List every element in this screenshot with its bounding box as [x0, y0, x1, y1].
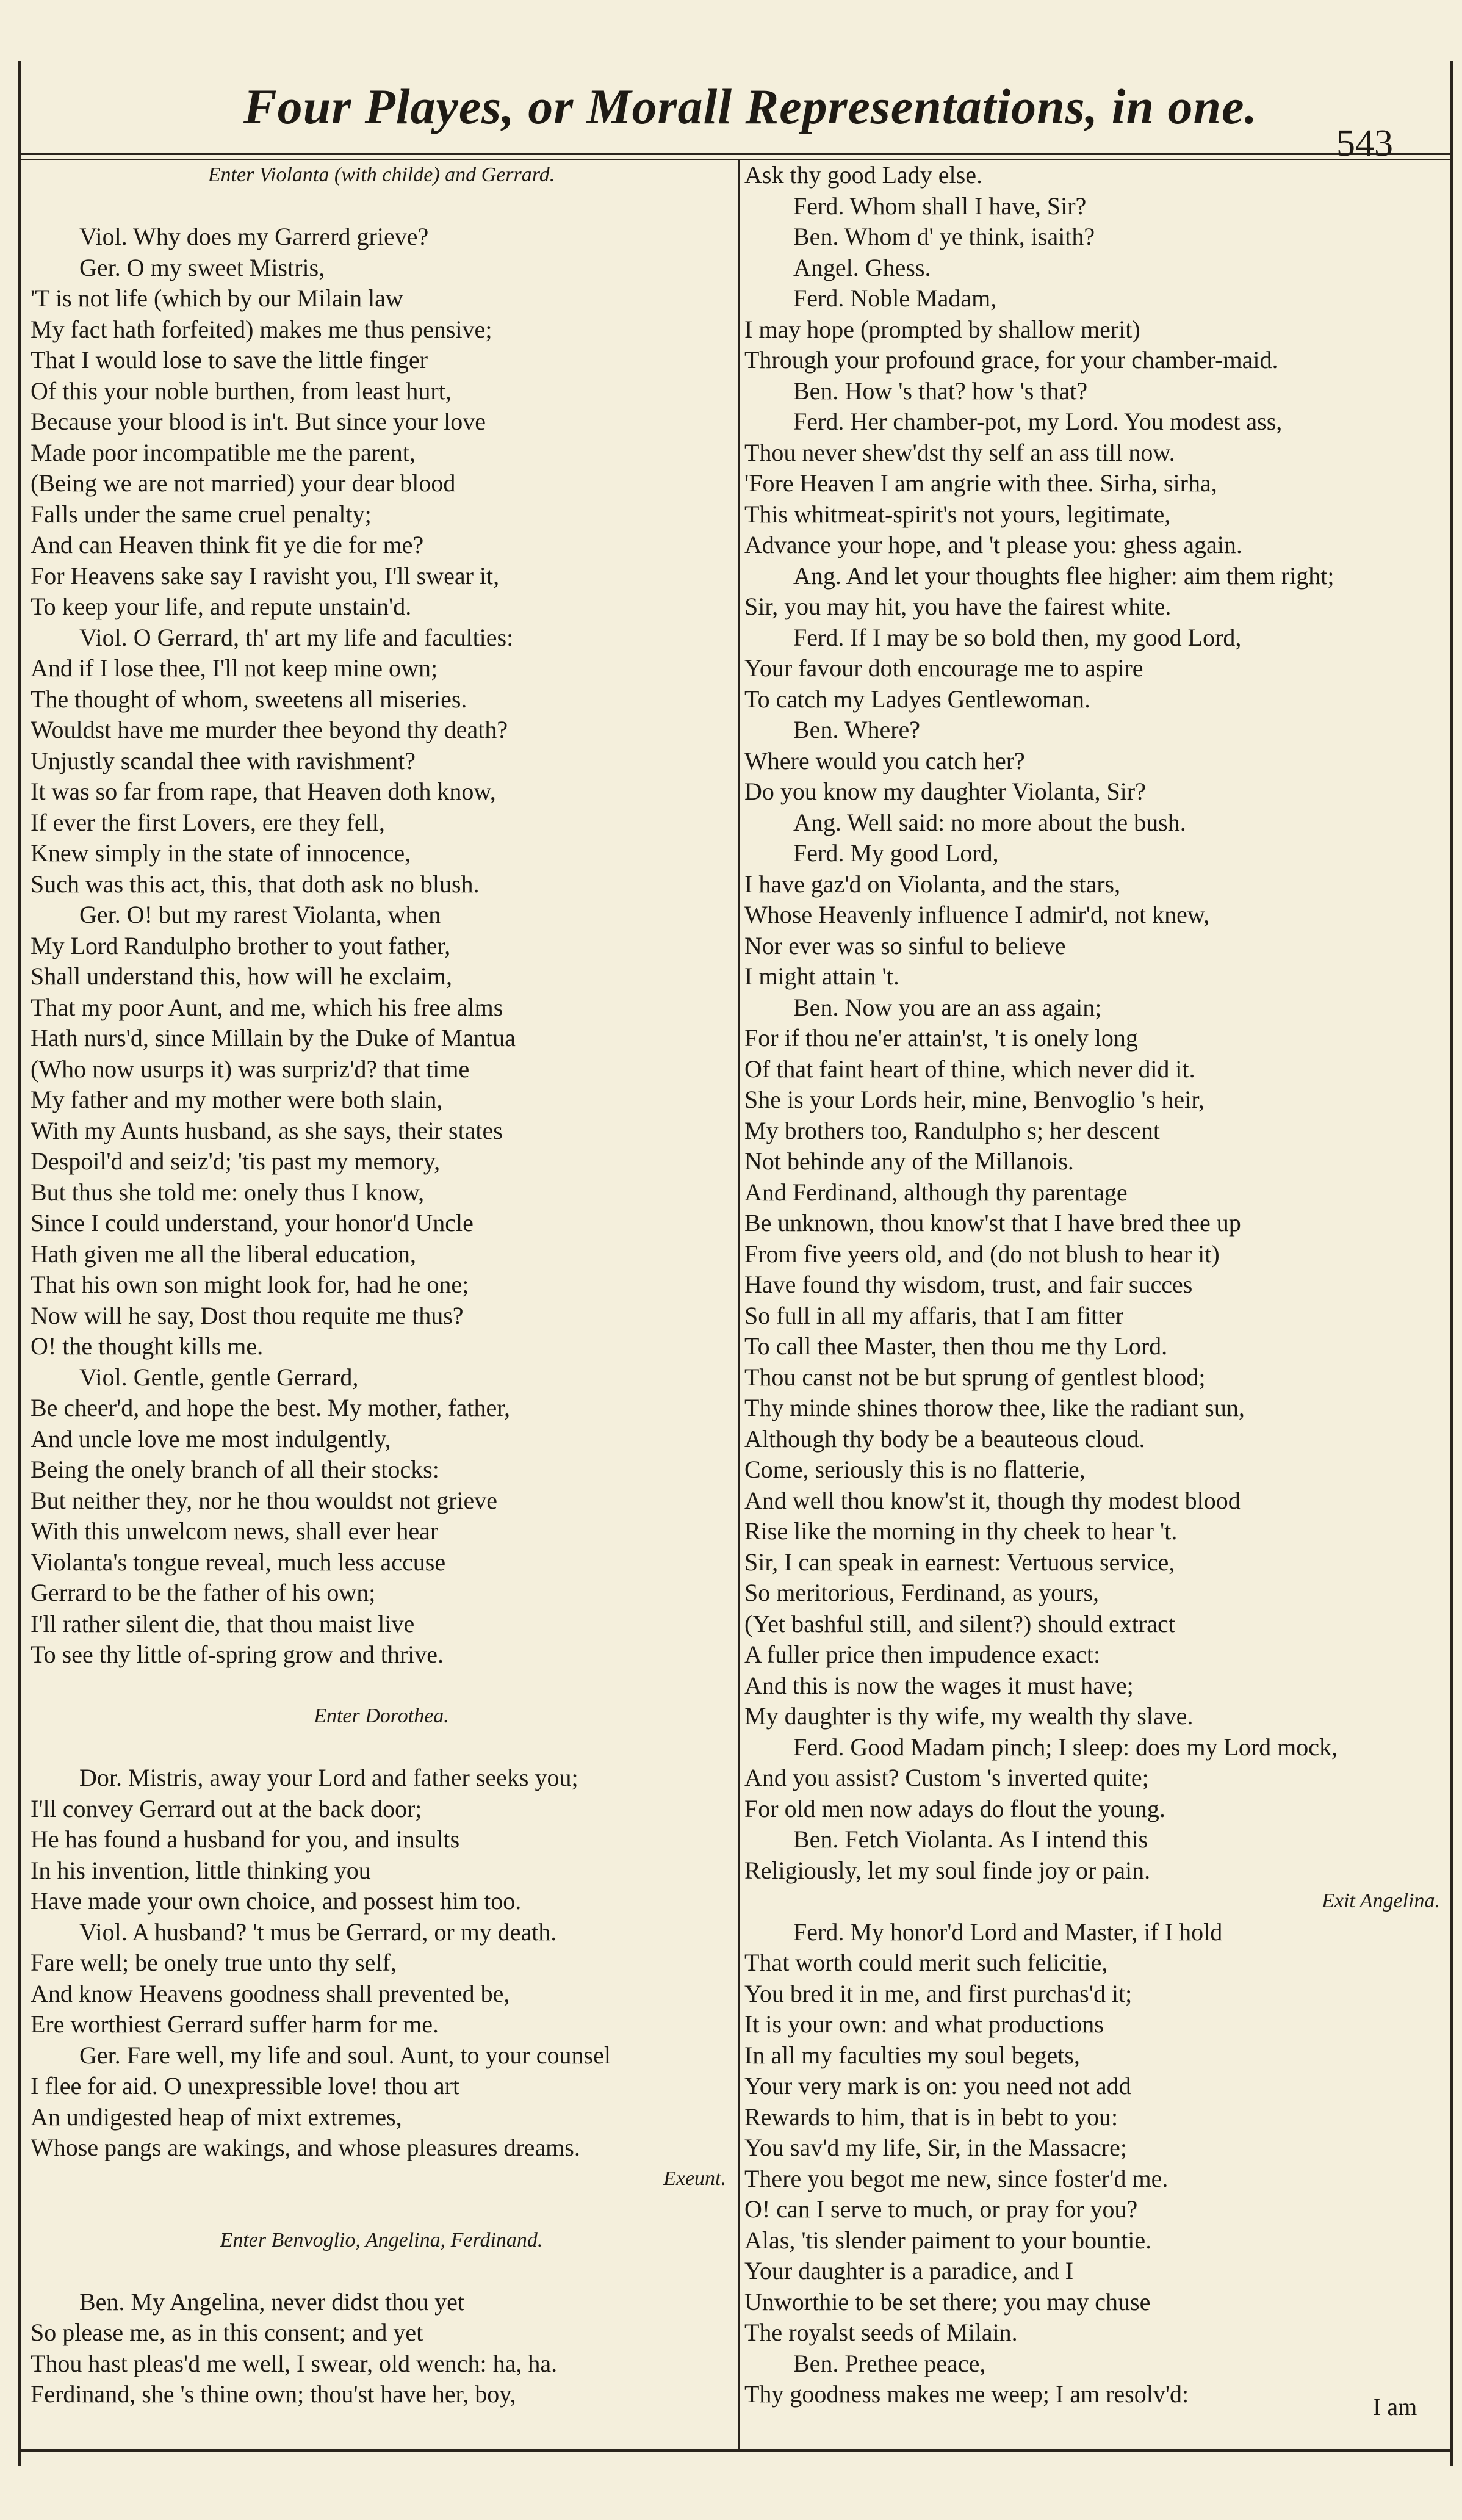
verse-line: Being the onely branch of all their stocks:: [31, 1456, 439, 1483]
page-number: 543: [1336, 123, 1393, 164]
verse-line: Your favour doth encourage me to aspire: [744, 654, 1143, 682]
verse-line: Viol. A husband? 't mus be Gerrard, or my death.: [79, 1918, 557, 1946]
verse-line: Ferd. Her chamber-pot, my Lord. You modest ass,: [793, 408, 1283, 435]
stage-direction: Enter Violanta (with childe) and Gerrard.: [207, 164, 555, 186]
verse-line: Ben. Prethee peace,: [793, 2349, 986, 2377]
verse-line: So full in all my affaris, that I am fitter: [744, 1301, 1124, 1329]
verse-line: Ferd. Whom shall I have, Sir?: [793, 192, 1087, 220]
verse-line: That my poor Aunt, and me, which his free alms: [31, 993, 503, 1021]
verse-line: Falls under the same cruel penalty;: [31, 500, 372, 528]
verse-line: Hath nurs'd, since Millain by the Duke of Mantua: [31, 1024, 516, 1052]
verse-line: He has found a husband for you, and insults: [31, 1825, 460, 1853]
verse-line: Made poor incompatible me the parent,: [31, 438, 416, 466]
verse-line: Unworthie to be set there; you may chuse: [744, 2287, 1151, 2316]
footer-rule: [18, 2449, 1450, 2452]
verse-line: Because your blood is in't. But since your love: [31, 408, 486, 435]
verse-line: Advance your hope, and 't please you: ghess again.: [744, 531, 1242, 558]
verse-line: Ferd. Good Madam pinch; I sleep: does my Lord mock,: [793, 1733, 1338, 1761]
verse-line: Ang. And let your thoughts flee higher: aim them right;: [793, 561, 1334, 590]
verse-line: I may hope (prompted by shallow merit): [744, 315, 1140, 343]
verse-line: Whose Heavenly influence I admir'd, not knew,: [744, 901, 1210, 928]
stage-direction: Enter Dorothea.: [314, 1705, 449, 1727]
verse-line: To see thy little of-spring grow and thrive.: [31, 1641, 444, 1668]
verse-line: My fact hath forfeited) makes me thus pensive;: [31, 315, 492, 343]
verse-line: Rewards to him, that is in bebt to you:: [744, 2103, 1118, 2131]
verse-line: Viol. O Gerrard, th' art my life and faculties:: [79, 623, 514, 651]
verse-line: Ferdinand, she 's thine own; thou'st have her, boy,: [31, 2380, 516, 2408]
verse-line: Thou hast pleas'd me well, I swear, old wench: ha, ha.: [31, 2349, 558, 2377]
verse-line: (Yet bashful still, and silent?) should extract: [744, 1609, 1175, 1637]
verse-line: And you assist? Custom 's inverted quite;: [744, 1764, 1149, 1791]
blank-line: [31, 2194, 732, 2225]
column-divider: [738, 160, 740, 2449]
verse-line: Thou never shew'dst thy self an ass till now.: [744, 438, 1175, 466]
verse-line: O! can I serve to much, or pray for you?: [744, 2195, 1138, 2223]
verse-line: Ang. Well said: no more about the bush.: [793, 808, 1186, 836]
verse-line: That his own son might look for, had he one;: [31, 1271, 469, 1298]
verse-line: Violanta's tongue reveal, much less accuse: [31, 1548, 446, 1576]
verse-line: That worth could merit such felicitie,: [744, 1949, 1108, 1976]
verse-line: I have gaz'd on Violanta, and the stars,: [744, 870, 1121, 898]
verse-line: (Being we are not married) your dear blood: [31, 469, 456, 497]
verse-line: Now will he say, Dost thou requite me thus?: [31, 1301, 464, 1329]
verse-line: I might attain 't.: [744, 962, 899, 990]
verse-line: A fuller price then impudence exact:: [744, 1641, 1101, 1668]
verse-line: An undigested heap of mixt extremes,: [31, 2103, 402, 2131]
verse-line: Angel. Ghess.: [793, 253, 931, 281]
verse-line: Where would you catch her?: [744, 746, 1025, 774]
verse-line: Sir, you may hit, you have the fairest white.: [744, 593, 1172, 620]
verse-line: My daughter is thy wife, my wealth thy slave.: [744, 1702, 1194, 1730]
verse-line: Alas, 'tis slender paiment to your bountie.: [744, 2226, 1152, 2254]
verse-line: But thus she told me: onely thus I know,: [31, 1178, 425, 1206]
verse-line: 'Fore Heaven I am angrie with thee. Sirha, sirha,: [744, 469, 1217, 497]
verse-line: Have made your own choice, and possest him too.: [31, 1887, 522, 1915]
verse-line: Not behinde any of the Millanois.: [744, 1147, 1074, 1175]
verse-line: Despoil'd and seiz'd; 'tis past my memory,: [31, 1147, 441, 1175]
verse-line: Shall understand this, how will he exclaim,: [31, 962, 452, 990]
verse-line: Since I could understand, your honor'd Uncle: [31, 1209, 474, 1237]
verse-line: Ferd. Noble Madam,: [793, 284, 997, 312]
verse-line: Come, seriously this is no flatterie,: [744, 1456, 1086, 1483]
verse-line: Be unknown, thou know'st that I have bred thee up: [744, 1209, 1241, 1237]
verse-line: Gerrard to be the father of his own;: [31, 1579, 376, 1606]
verse-line: Of that faint heart of thine, which never did it.: [744, 1055, 1195, 1083]
verse-line: You bred it in me, and first purchas'd it;: [744, 1979, 1133, 2007]
verse-line: Ger. Fare well, my life and soul. Aunt, to your counsel: [79, 2041, 611, 2069]
verse-line: And if I lose thee, I'll not keep mine own;: [31, 654, 438, 682]
verse-line: Thy goodness makes me weep; I am resolv'd:: [744, 2380, 1189, 2408]
stage-direction: Exit Angelina.: [1322, 1890, 1440, 1912]
verse-line: Have found thy wisdom, trust, and fair succes: [744, 1271, 1193, 1298]
blank-line: [31, 2256, 732, 2287]
verse-line: To keep your life, and repute unstain'd.: [31, 593, 412, 620]
verse-line: (Who now usurps it) was surpriz'd? that time: [31, 1055, 470, 1083]
verse-line: And uncle love me most indulgently,: [31, 1424, 391, 1453]
verse-line: Through your profound grace, for your chamber-maid.: [744, 346, 1278, 374]
verse-line: Ben. Where?: [793, 716, 921, 743]
verse-line: She is your Lords heir, mine, Benvoglio 's heir,: [744, 1086, 1205, 1113]
verse-line: Although thy body be a beauteous cloud.: [744, 1424, 1145, 1453]
right-text-column: [744, 160, 1446, 2410]
verse-line: Ben. How 's that? how 's that?: [793, 377, 1088, 405]
verse-line: Ben. Now you are an ass again;: [793, 993, 1102, 1021]
verse-line: In his invention, little thinking you: [31, 1856, 371, 1884]
verse-line: I'll convey Gerrard out at the back door;: [31, 1794, 422, 1822]
verse-line: Be cheer'd, and hope the best. My mother, father,: [31, 1394, 510, 1421]
verse-line: Religiously, let my soul finde joy or pain.: [744, 1856, 1151, 1884]
verse-line: It is your own: and what productions: [744, 2010, 1104, 2038]
verse-line: Nor ever was so sinful to believe: [744, 931, 1066, 959]
verse-line: The royalst seeds of Milain.: [744, 2319, 1018, 2346]
verse-line: To catch my Ladyes Gentlewoman.: [744, 685, 1091, 713]
header-rule: [18, 153, 1450, 155]
verse-line: Unjustly scandal thee with ravishment?: [31, 746, 416, 774]
verse-line: Thy minde shines thorow thee, like the radiant sun,: [744, 1394, 1245, 1421]
stage-direction: Enter Benvoglio, Angelina, Ferdinand.: [220, 2228, 543, 2251]
verse-line: My father and my mother were both slain,: [31, 1086, 443, 1113]
blank-line: [31, 191, 732, 222]
verse-line: My Lord Randulpho brother to yout father,: [31, 931, 451, 959]
verse-line: The thought of whom, sweetens all miseries.: [31, 685, 467, 713]
verse-line: Wouldst have me murder thee beyond thy death?: [31, 716, 508, 743]
verse-line: That I would lose to save the little finger: [31, 346, 428, 374]
verse-line: Dor. Mistris, away your Lord and father seeks you;: [79, 1764, 578, 1791]
verse-line: Ben. Whom d' ye think, isaith?: [793, 223, 1095, 250]
verse-line: Ger. O! but my rarest Violanta, when: [79, 901, 441, 928]
blank-line: [31, 1732, 732, 1763]
running-title: Four Playes, or Morall Representations, in one.: [243, 79, 1258, 134]
verse-line: Such was this act, this, that doth ask no blush.: [31, 870, 480, 898]
verse-line: From five yeers old, and (do not blush to hear it): [744, 1240, 1220, 1268]
verse-line: So please me, as in this consent; and yet: [31, 2319, 423, 2346]
verse-line: 'T is not life (which by our Milain law: [31, 284, 403, 312]
verse-line: But neither they, nor he thou wouldst not grieve: [31, 1486, 498, 1514]
verse-line: And Ferdinand, although thy parentage: [744, 1178, 1128, 1206]
verse-line: Ger. O my sweet Mistris,: [79, 253, 325, 281]
verse-line: Knew simply in the state of innocence,: [31, 839, 411, 867]
verse-line: Hath given me all the liberal education,: [31, 1240, 416, 1268]
verse-line: And know Heavens goodness shall prevented be,: [31, 1979, 510, 2007]
verse-line: I'll rather silent die, that thou maist live: [31, 1609, 415, 1637]
verse-line: Ere worthiest Gerrard suffer harm for me.: [31, 2010, 439, 2038]
verse-line: Ben. My Angelina, never didst thou yet: [79, 2287, 465, 2316]
verse-line: Rise like the morning in thy cheek to hear 't.: [744, 1517, 1178, 1545]
verse-line: Fare well; be onely true unto thy self,: [31, 1949, 397, 1976]
verse-line: This whitmeat-spirit's not yours, legitimate,: [744, 500, 1171, 528]
verse-line: Ferd. If I may be so bold then, my good Lord,: [793, 623, 1242, 651]
verse-line: With my Aunts husband, as she says, their states: [31, 1116, 503, 1144]
verse-line: Ferd. My good Lord,: [793, 839, 999, 867]
verse-line: Thou canst not be but sprung of gentlest blood;: [744, 1363, 1206, 1391]
verse-line: Of this your noble burthen, from least hurt,: [31, 377, 452, 405]
verse-line: It was so far from rape, that Heaven doth know,: [31, 778, 496, 805]
verse-line: And can Heaven think fit ye die for me?: [31, 531, 424, 558]
verse-line: My brothers too, Randulpho s; her descent: [744, 1116, 1160, 1144]
verse-line: Whose pangs are wakings, and whose pleasures dreams.: [31, 2134, 580, 2161]
verse-line: Your very mark is on: you need not add: [744, 2072, 1131, 2099]
verse-line: Ben. Fetch Violanta. As I intend this: [793, 1825, 1148, 1853]
verse-line: O! the thought kills me.: [31, 1332, 264, 1360]
left-text-column: [31, 160, 732, 2410]
verse-line: With this unwelcom news, shall ever hear: [31, 1517, 439, 1545]
verse-line: For old men now adays do flout the young.: [744, 1794, 1165, 1822]
verse-line: I flee for aid. O unexpressible love! thou art: [31, 2072, 460, 2099]
verse-line: For Heavens sake say I ravisht you, I'll swear it,: [31, 561, 500, 590]
verse-line: In all my faculties my soul begets,: [744, 2041, 1080, 2069]
verse-line: Do you know my daughter Violanta, Sir?: [744, 778, 1146, 805]
blank-line: [31, 1670, 732, 1702]
verse-line: Viol. Why does my Garrerd grieve?: [79, 223, 429, 250]
verse-line: There you begot me new, since foster'd me.: [744, 2164, 1169, 2192]
verse-line: Viol. Gentle, gentle Gerrard,: [79, 1363, 359, 1391]
verse-line: Ferd. My honor'd Lord and Master, if I hold: [793, 1918, 1223, 1946]
verse-line: You sav'd my life, Sir, in the Massacre;: [744, 2134, 1128, 2161]
stage-direction: Exeunt.: [663, 2167, 726, 2190]
verse-line: And well thou know'st it, though thy modest blood: [744, 1486, 1241, 1514]
verse-line: Ask thy good Lady else.: [744, 161, 982, 189]
verse-line: To call thee Master, then thou me thy Lord.: [744, 1332, 1168, 1360]
verse-line: And this is now the wages it must have;: [744, 1671, 1134, 1699]
verse-line: So meritorious, Ferdinand, as yours,: [744, 1579, 1100, 1606]
catchword: I am: [1373, 2393, 1417, 2421]
verse-line: If ever the first Lovers, ere they fell,: [31, 808, 385, 836]
verse-line: Sir, I can speak in earnest: Vertuous service,: [744, 1548, 1175, 1576]
verse-line: Your daughter is a paradice, and I: [744, 2257, 1074, 2284]
verse-line: For if thou ne'er attain'st, 't is onely long: [744, 1024, 1138, 1052]
